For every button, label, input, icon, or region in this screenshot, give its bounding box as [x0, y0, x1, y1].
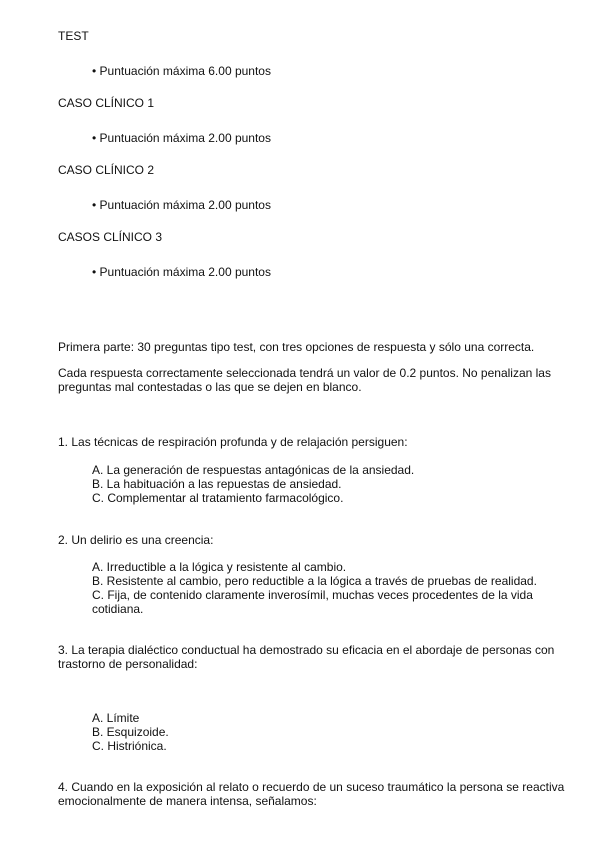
section-bullet-test: • Puntuación máxima 6.00 puntos — [92, 64, 271, 78]
section-bullet-caso-1: • Puntuación máxima 2.00 puntos — [92, 131, 271, 145]
section-heading-caso-2: CASO CLÍNICO 2 — [58, 163, 155, 177]
question-2-option-a: A. Irreductible a la lógica y resistente al cambio. — [92, 560, 347, 574]
question-2-text: 2. Un delirio es una creencia: — [58, 533, 214, 547]
question-3-option-a: A. Límite — [92, 711, 140, 725]
section-heading-caso-1: CASO CLÍNICO 1 — [58, 96, 155, 110]
question-1-text: 1. Las técnicas de respiración profunda y de relajación persiguen: — [58, 435, 408, 449]
question-4-text: 4. Cuando en la exposición al relato o recuerdo de un suceso traumático la persona se reactiva emocionalmente de manera intensa, señalamos: — [58, 780, 565, 808]
question-3-option-c: C. Histriónica. — [92, 739, 167, 753]
question-3-text: 3. La terapia dialéctico conductual ha demostrado su eficacia en el abordaje de personas con trastorno de personalidad: — [58, 643, 555, 671]
intro-part1: Primera parte: 30 preguntas tipo test, con tres opciones de respuesta y sólo una correcta. — [58, 340, 535, 354]
question-1-option-b: B. La habituación a las repuestas de ansiedad. — [92, 477, 342, 491]
intro-scoring: Cada respuesta correctamente seleccionada tendrá un valor de 0.2 puntos. No penalizan las preguntas mal contestadas o las que se dejen en blanco. — [58, 366, 551, 394]
question-1-option-a: A. La generación de respuestas antagónicas de la ansiedad. — [92, 463, 415, 477]
question-2-option-b: B. Resistente al cambio, pero reductible a la lógica a través de pruebas de realidad. — [92, 574, 537, 588]
section-bullet-caso-3: • Puntuación máxima 2.00 puntos — [92, 265, 271, 279]
section-bullet-caso-2: • Puntuación máxima 2.00 puntos — [92, 198, 271, 212]
question-2-option-c: C. Fija, de contenido claramente inverosímil, muchas veces procedentes de la vida cotidiana. — [92, 588, 533, 616]
section-heading-test: TEST — [58, 29, 89, 43]
question-1-option-c: C. Complementar al tratamiento farmacológico. — [92, 491, 344, 505]
section-heading-caso-3: CASOS CLÍNICO 3 — [58, 230, 163, 244]
question-3-option-b: B. Esquizoide. — [92, 725, 169, 739]
